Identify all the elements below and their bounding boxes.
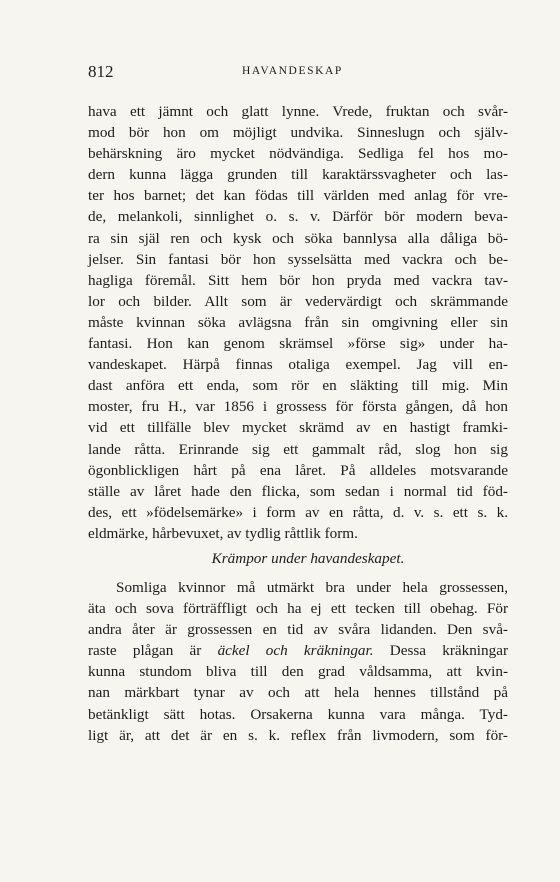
text-line: kunna stundom bliva till den grad våldsamma, att kvin- xyxy=(88,663,508,681)
paragraph-1 xyxy=(88,101,508,544)
text-line: de, melankoli, sinnlighet o. s. v. Därför bör modern beva- xyxy=(88,208,508,226)
text-line xyxy=(88,640,508,661)
text-line: ter hos barnet; det kan födas till världen med anlag för vre- xyxy=(88,187,508,205)
text-line: ligt är, att det är en s. k. reflex från livmodern, som för- xyxy=(88,726,508,744)
text-line: betänkligt sätt hotas. Orsakerna kunna vara många. Tyd- xyxy=(88,705,508,723)
text-line: vandeskapet. Härpå finnas otaliga exempel. Jag vill en- xyxy=(88,356,508,374)
running-head xyxy=(88,62,508,82)
text-line: ra sin själ ren och kysk och söka bannlysa alla dåliga bö- xyxy=(88,229,508,247)
page-number: 812 xyxy=(88,62,114,81)
paragraph-2 xyxy=(88,577,508,746)
section-heading: Krämpor under havandeskapet. xyxy=(211,550,405,567)
text-line: andra åter är grossessen en tid av svåra lidanden. Den svå- xyxy=(88,621,508,639)
text-line: lande råtta. Erinrande sig ett gammalt råd, slog hon sig xyxy=(88,440,508,458)
text-line: eldmärke, hårbevuxet, av tydlig råttlik form. xyxy=(88,524,358,542)
emphasized-text: äckel och kräkningar. xyxy=(217,642,374,660)
text-line: jelser. Sin fantasi bör hon sysselsätta med vackra och be- xyxy=(88,250,508,268)
text-line: des, ett »födelsemärke» i form av en råtta, d. v. s. ett s. k. xyxy=(88,503,508,521)
text-run: Dessa kräkningar xyxy=(373,642,509,660)
text-line: lor och bilder. Allt som är vedervärdigt och skrämmande xyxy=(88,292,508,310)
running-title: HAVANDESKAP xyxy=(242,65,343,77)
text-run: raste plågan är xyxy=(88,642,218,660)
text-line: hava ett jämnt och glatt lynne. Vrede, fruktan och svår- xyxy=(88,103,508,120)
text-line: dast anföra ett enda, som rör en släkting till mig. Min xyxy=(88,377,508,395)
text-line: äta och sova förträffligt och ha ej ett tecken till obehag. För xyxy=(88,600,508,618)
text-line: moster, fru H., var 1856 i grossess för första gången, då hon xyxy=(88,398,508,416)
text-line: nan märkbart tynar av och att hela hennes tillstånd på xyxy=(88,684,508,702)
text-line: Somliga kvinnor må utmärkt bra under hela grossessen, xyxy=(116,579,508,596)
text-line: dern kunna lägga grunden till karaktärssvagheter och las- xyxy=(88,166,508,184)
text-line: fantasi. Hon kan genom skrämsel »förse sig» under ha- xyxy=(88,335,508,353)
text-line: ställe av låret hade den flicka, som sedan i normal tid föd- xyxy=(88,482,508,500)
text-line: hagliga föremål. Sitt hem bör hon pryda med vackra tav- xyxy=(88,271,508,289)
text-line: behärskning äro mycket nödvändiga. Sedliga fel hos mo- xyxy=(88,145,508,163)
text-line: vid ett tillfälle blev mycket skrämd av en hastigt framki- xyxy=(88,419,508,437)
text-line: mod bör hon om möjligt undvika. Sinneslugn och själv- xyxy=(88,124,508,142)
text-line: ögonblickligen hårt på ena låret. På alldeles motsvarande xyxy=(88,461,508,479)
text-line: måste kvinnan söka avlägsna från sin omgivning eller sin xyxy=(88,313,508,331)
